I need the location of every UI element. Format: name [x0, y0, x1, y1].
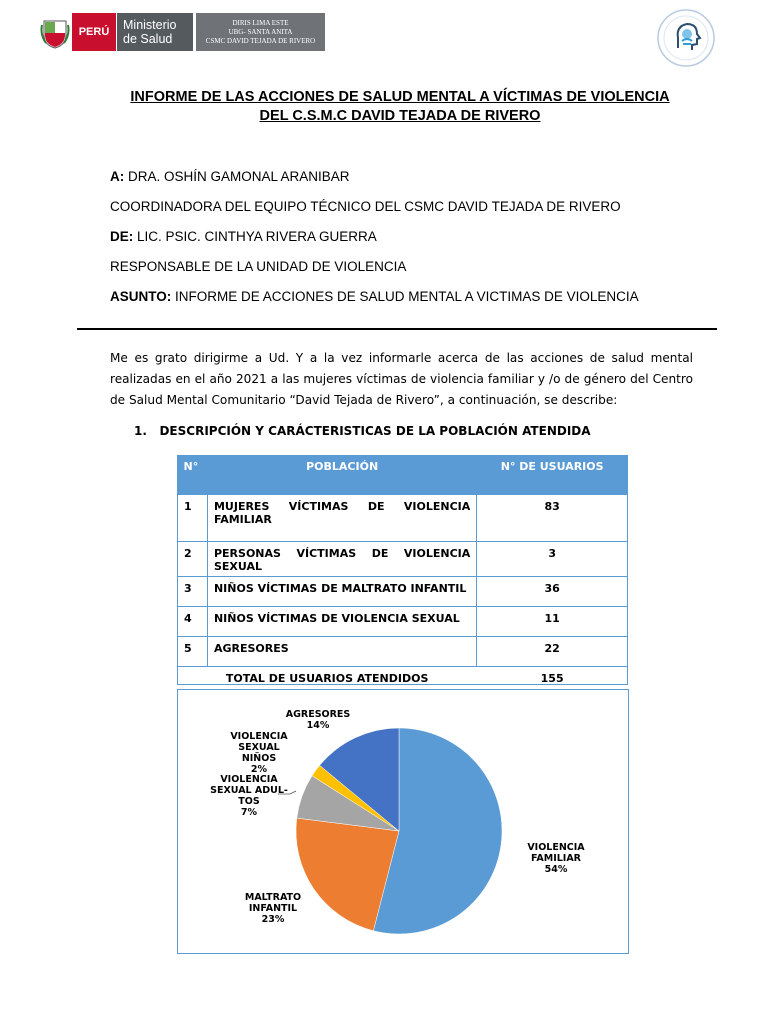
row-population: AGRESORES [207, 637, 476, 667]
row-population: MUJERES VÍCTIMAS DE VIOLENCIA FAMILIAR [207, 495, 476, 542]
row-number: 5 [178, 637, 208, 667]
diris-line-1: DIRIS LIMA ESTE [232, 18, 289, 27]
ministry-tag [116, 13, 193, 51]
row-users: 11 [477, 607, 628, 637]
slice-label-violencia-sexual-ninos [224, 731, 294, 775]
section-heading [134, 424, 591, 438]
memo-from-label: DE: [110, 229, 134, 244]
population-table [177, 455, 628, 695]
total-label: TOTAL DE USUARIOS ATENDIDOS [225, 672, 429, 685]
row-number: 2 [178, 542, 208, 577]
memo-to-value: DRA. OSHÍN GAMONAL ARANIBAR [124, 169, 350, 184]
report-title [90, 88, 710, 126]
row-population: PERSONAS VÍCTIMAS DE VIOLENCIA SEXUAL [207, 542, 476, 577]
memo-subject-value: INFORME DE ACCIONES DE SALUD MENTAL A VICTIMAS DE VIOLENCIA [171, 289, 639, 304]
row-users: 22 [477, 637, 628, 667]
section-title: DESCRIPCIÓN Y CARÁCTERISTICAS DE LA POBLACIÓN ATENDIDA [159, 424, 591, 438]
table-row [178, 637, 628, 667]
pie-chart [177, 689, 629, 954]
slice-pct: 7% [240, 807, 258, 818]
slice-label-agresores [278, 709, 358, 731]
row-users: 36 [477, 577, 628, 607]
table-header-row [178, 455, 628, 495]
table-row [178, 607, 628, 637]
table-row [178, 542, 628, 577]
slice-label-violencia-familiar [516, 842, 596, 875]
ministry-line-1: Ministerio [123, 18, 177, 32]
intro-paragraph: Me es grato dirigirme a Ud. Y a la vez informarle acerca de las acciones de salud mental realizadas en el año 2021 a las mujeres víctimas de violencia familiar y /o de género del Centro de Salud Mental Comunitario “David Tejada de Rivero”, a continuación, se describe: [110, 351, 693, 407]
slice-name: VIOLENCIA SEXUAL ADUL-TOS [210, 774, 288, 807]
memo-from [110, 229, 377, 244]
csmc-logo-icon [656, 8, 716, 68]
slice-pct: 2% [250, 764, 268, 775]
row-number: 3 [178, 577, 208, 607]
minsa-logo [38, 13, 325, 51]
divider [77, 328, 717, 330]
memo-to-role: COORDINADORA DEL EQUIPO TÉCNICO DEL CSMC DAVID TEJADA DE RIVERO [110, 199, 621, 214]
slice-pct: 14% [306, 720, 330, 731]
memo-from-value: LIC. PSIC. CINTHYA RIVERA GUERRA [133, 229, 377, 244]
memo-from-role: RESPONSABLE DE LA UNIDAD DE VIOLENCIA [110, 259, 407, 274]
header-number: N° [178, 455, 208, 495]
slice-name: MALTRATO INFANTIL [244, 892, 302, 914]
diris-line-3: CSMC DAVID TEJADA DE RIVERO [205, 36, 316, 45]
slice-name: AGRESORES [285, 709, 351, 720]
memo-to-label: A: [110, 169, 125, 184]
memo-subject-label: ASUNTO: [110, 289, 172, 304]
diris-line-2: UBG- SANTA ANITA [228, 27, 293, 36]
header-users: N° DE USUARIOS [477, 455, 628, 495]
slice-label-maltrato-infantil [238, 892, 308, 925]
slice-pct: 54% [544, 864, 568, 875]
row-population: NIÑOS VÍCTIMAS DE MALTRATO INFANTIL [207, 577, 476, 607]
table-row [178, 495, 628, 542]
row-population: NIÑOS VÍCTIMAS DE VIOLENCIA SEXUAL [207, 607, 476, 637]
row-users: 83 [477, 495, 628, 542]
row-number: 1 [178, 495, 208, 542]
diris-tag [196, 13, 325, 51]
slice-label-violencia-sexual-adultos [208, 774, 290, 818]
row-users: 3 [477, 542, 628, 577]
report-title-line-2: DEL C.S.M.C DAVID TEJADA DE RIVERO [259, 108, 541, 124]
slice-pct: 23% [261, 914, 285, 925]
coat-of-arms-icon [38, 13, 72, 51]
slice-name: VIOLENCIA FAMILIAR [527, 842, 585, 864]
country-label: PERÚ [78, 26, 110, 38]
row-number: 4 [178, 607, 208, 637]
peru-tag [72, 13, 116, 51]
memo-to [110, 169, 350, 184]
header-population: POBLACIÓN [207, 455, 476, 495]
table-row [178, 577, 628, 607]
section-number: 1. [134, 424, 147, 438]
total-value: 155 [540, 672, 564, 685]
report-title-line-1: INFORME DE LAS ACCIONES DE SALUD MENTAL A VÍCTIMAS DE VIOLENCIA [130, 89, 670, 105]
ministry-line-2: de Salud [123, 32, 173, 46]
slice-name: VIOLENCIA SEXUAL NIÑOS [230, 731, 288, 764]
memo-subject [110, 289, 639, 304]
